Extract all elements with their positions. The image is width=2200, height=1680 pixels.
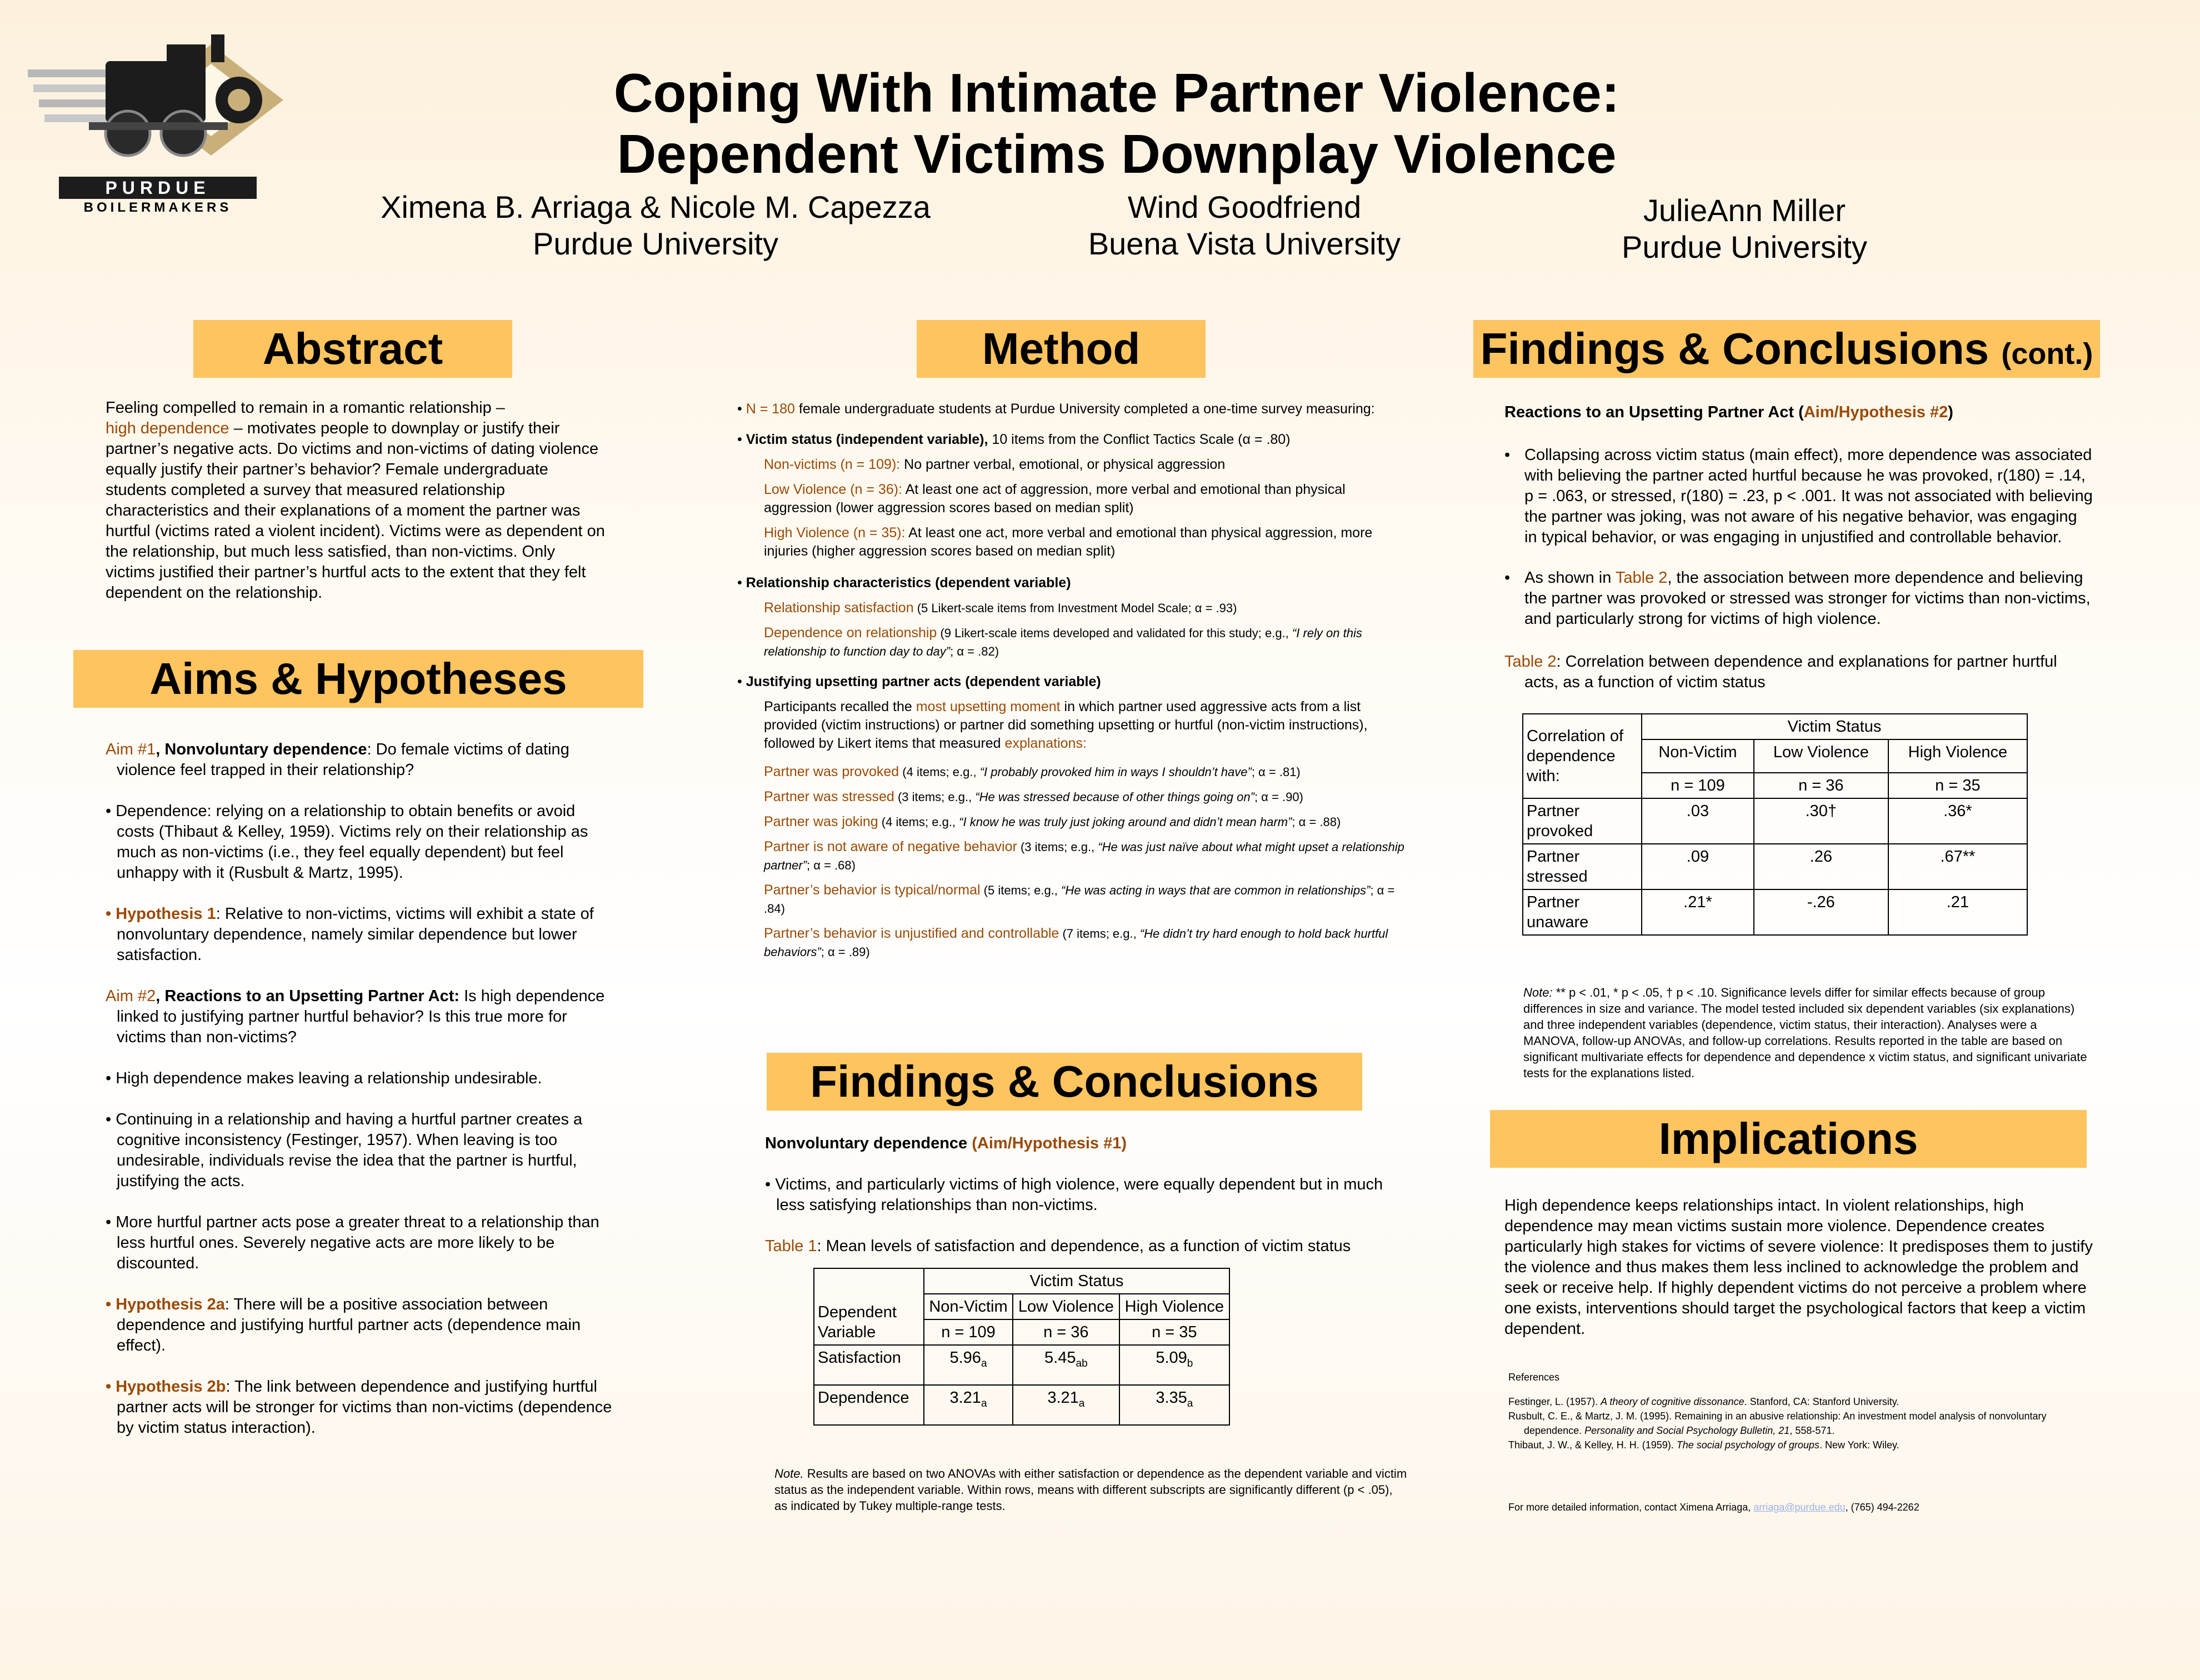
table-cell: $5.09_b$ <box>1119 1345 1229 1385</box>
table-corner: Dependent Variable <box>814 1268 924 1345</box>
abstract-header: Abstract <box>193 320 512 378</box>
table-col-header: Low Violence <box>1013 1294 1119 1319</box>
table-row: Dependence $3.21_a$ $3.21_a$ $3.35_a$ <box>814 1385 1229 1425</box>
table-row: Partner provoked .03 .30† .36* <box>1523 798 2027 844</box>
hypothesis-2b: • Hypothesis 2b: The link between dependence and justifying hurtful partner acts will be stronger for victims than non-victims (dependence by victim status interaction). <box>106 1378 612 1437</box>
method-dependence: Dependence on relationship (9 Likert-scale items developed and validated for this study; e.g., “I rely on this relationship to function day to day”; α = .82) <box>764 625 1362 658</box>
table-cell: .21* <box>1642 889 1754 935</box>
table-cell: .21 <box>1888 889 2027 935</box>
method-participants: Participants recalled the most upsetting moment in which partner used aggressive acts from a list provided (victim instructions) or partner did something upsetting or hurtful (non-victim instructions), followed by Likert items that measured explanations: <box>764 699 1368 751</box>
method-satisfaction: Relationship satisfaction (5 Likert-scale items from Investment Model Scale; α = .93) <box>764 600 1237 616</box>
table2-note: Note: ** p < .01, * p < .05, † p < .10. Significance levels differ for similar effects because of group differences in size and variance. The model tested included six dependent variables (six explanations) and three independent variables (dependence, victim status, their interaction). Analyses were a MANOVA, follow-up ANOVAs, and follow-up correlations. Results reported in the table are based on significant multivariate effects for dependence and dependence x victim status, and significant univariate tests for the explanations listed. <box>1523 986 2087 1080</box>
table-corner: Correlation of dependence with: <box>1523 714 1642 798</box>
train-logo-icon <box>28 22 283 178</box>
table1-caption: Table 1: Mean levels of satisfaction and dependence, as a function of victim status <box>765 1237 1351 1255</box>
table-status-header: Victim Status <box>1642 714 2027 739</box>
references-title: References <box>1508 1372 1560 1383</box>
author-names: JulieAnn Miller <box>1643 193 1846 228</box>
table-col-header: High Violence <box>1888 739 2027 773</box>
table2-caption: Table 2: Correlation between dependence and explanations for partner hurtful acts, as a function of victim status <box>1504 653 2057 691</box>
table-cell: .26 <box>1754 844 1888 889</box>
table-cell: .03 <box>1642 798 1754 844</box>
logo-text-boilermakers: BOILERMAKERS <box>83 200 232 215</box>
author-block-2 <box>1028 189 1461 262</box>
method-justifying: • Justifying upsetting partner acts (dependent variable) <box>737 674 1101 689</box>
method-nonvictims: Non-victims (n = 109): No partner verbal, emotional, or physical aggression <box>764 457 1226 472</box>
reference-item: Thibaut, J. W., & Kelley, H. H. (1959). The social psychology of groups. New York: Wiley. <box>1508 1439 1899 1451</box>
aims-bullet: • Continuing in a relationship and having a hurtful partner creates a cognitive inconsistency (Festinger, 1957). When leaving is too undesirable, individuals revise the idea that the partner is hurtful, justifying the acts. <box>106 1111 583 1190</box>
method-victim-status: • Victim status (independent variable), 10 items from the Conflict Tactics Scale (α = .80) <box>737 432 1291 447</box>
title-line-2: Dependent Victims Downplay Violence <box>617 123 1617 184</box>
table-row: Partner unaware .21* -.26 .21 <box>1523 889 2027 935</box>
aims-bullet: • More hurtful partner acts pose a greater threat to a relationship than less hurtful ones. Severely negative acts are more likely to be discounted. <box>106 1213 599 1272</box>
table-cell: $3.21_a$ <box>924 1385 1013 1425</box>
logo-text-purdue: PURDUE <box>105 178 211 198</box>
table-cell: .36* <box>1888 798 2027 844</box>
method-low-violence: Low Violence (n = 36): At least one act of aggression, more verbal and emotional than physical aggression (lower aggression scores based on median split) <box>764 482 1346 516</box>
author-affiliation: Purdue University <box>1622 229 1867 264</box>
abstract-text: Feeling compelled to remain in a romantic relationship – high dependence – motivates people to downplay or justify their partner’s negative acts. Do victims and non-victims of dating violence equally justify their partner’s behavior? Female undergraduate students completed a survey that measured relationship characteristics and their explanations of a moment the partner was hurtful (victims rated a violent incident). Victims were as dependent on the relationship, but much less satisfied, than non-victims. Only victims justified their partner’s hurtful acts to the extent that they felt dependent on the relationship. <box>106 399 605 602</box>
method-high-violence: High Violence (n = 35): At least one act, more verbal and emotional than physical aggression, more injuries (higher aggression scores based on median split) <box>764 525 1373 559</box>
explanation-item: Partner was stressed (3 items; e.g., “He was stressed because of other things going on”; α = .90) <box>764 789 1303 804</box>
reactions-title: Reactions to an Upsetting Partner Act (Aim/Hypothesis #2) <box>1504 403 1953 421</box>
findings-text <box>765 1133 1404 1268</box>
references <box>1508 1370 2086 1452</box>
implications-header: Implications <box>1490 1110 2087 1168</box>
table-1 <box>813 1268 1230 1426</box>
table-cell: $5.45_{ab}$ <box>1013 1345 1119 1385</box>
table-n: n = 109 <box>1642 773 1754 798</box>
table-cell: $3.35_a$ <box>1119 1385 1229 1425</box>
reference-item: Rusbult, C. E., & Martz, J. M. (1995). Remaining in an abusive relationship: An investment model analysis of nonvoluntary dependence. Personality and Social Psychology Bulletin, 21, 558-571. <box>1508 1411 2047 1436</box>
table-col-header: Non-Victim <box>924 1294 1013 1319</box>
author-affiliation: Purdue University <box>533 226 778 261</box>
aims-text <box>106 739 617 1459</box>
table-row: Satisfaction $5.96_a$ $5.45_{ab}$ $5.09_b$ <box>814 1345 1229 1385</box>
explanation-item: Partner was provoked (4 items; e.g., “I probably provoked him in ways I shouldn’t have”; α = .81) <box>764 764 1301 779</box>
table-n: n = 109 <box>924 1319 1013 1345</box>
findings-nd-bullet: • Victims, and particularly victims of high violence, were equally dependent but in much less satisfying relationships than non-victims. <box>765 1176 1383 1214</box>
author-block-3 <box>1550 192 1939 266</box>
table-n: n = 36 <box>1754 773 1888 798</box>
poster-title <box>500 62 1733 184</box>
author-block-1 <box>356 189 956 262</box>
contact-email-link[interactable]: arriaga@purdue.edu <box>1753 1502 1846 1513</box>
table-n: n = 35 <box>1119 1319 1229 1345</box>
method-text <box>737 400 1415 961</box>
table-col-header: Non-Victim <box>1642 739 1754 773</box>
findings-header: Findings & Conclusions <box>767 1053 1362 1111</box>
implications-text: High dependence keeps relationships intact. In violent relationships, high dependence may mean victims sustain more violence. Dependence creates particularly high stakes for victims of severe violence: It predisposes them to justify the violence and thus makes them less inclined to acknowledge the problem and seek or receive help. If highly dependent victims do not perceive a problem where one exists, interventions should target the psychological factors that keep a victim dependent. <box>1504 1197 2093 1338</box>
table-col-header: High Violence <box>1119 1294 1229 1319</box>
hypothesis-2a: • Hypothesis 2a: There will be a positive association between dependence and justifying hurtful partner acts (dependence main effect). <box>106 1296 581 1354</box>
author-affiliation: Buena Vista University <box>1088 226 1401 261</box>
table-row: Partner stressed .09 .26 .67** <box>1523 844 2027 889</box>
method-relationship: • Relationship characteristics (dependent variable) <box>737 575 1071 591</box>
table-cell: .30† <box>1754 798 1888 844</box>
method-header: Method <box>917 320 1206 378</box>
reactions-bullet-1: • Collapsing across victim status (main effect), more dependence was associated with believing the partner acted hurtful because he was provoked, r(180) = .14, p = .063, or stressed, r(180) = .23, p < .001. It was not associated with believing the partner was joking, was not aware of his negative behavior, was engaging in typical behavior, or was engaging in unjustified and controllable behavior. <box>1504 446 2093 546</box>
method-sample: • N = 180 female undergraduate students at Purdue University completed a one-time survey measuring: <box>737 401 1375 417</box>
table-cell: .09 <box>1642 844 1754 889</box>
table-n: n = 36 <box>1013 1319 1119 1345</box>
table-status-header: Victim Status <box>924 1268 1229 1294</box>
abstract-highlight: high dependence <box>106 419 229 437</box>
table-cell: $5.96_a$ <box>924 1345 1013 1385</box>
aims-bullet: • High dependence makes leaving a relationship undesirable. <box>106 1069 542 1087</box>
table1-note: Note. Results are based on two ANOVAs with either satisfaction or dependence as the dependent variable and victim status as the independent variable. Within rows, means with different subscripts are significantly different (p < .05), as indicated by Tukey multiple-range tests. <box>774 1467 1407 1513</box>
reactions-bullet-2: • As shown in Table 2, the association between more dependence and believing the partner was provoked or stressed was stronger for victims than non-victims, and particularly strong for victims of high violence. <box>1504 569 2091 628</box>
table-n: n = 35 <box>1888 773 2027 798</box>
author-names: Wind Goodfriend <box>1127 189 1362 224</box>
reference-item: Festinger, L. (1957). A theory of cognitive dissonance. Stanford, CA: Stanford University. <box>1508 1396 1899 1407</box>
table-2 <box>1522 713 2028 936</box>
hypothesis-1: • Hypothesis 1: Relative to non-victims, victims will exhibit a state of nonvoluntary dependence, namely similar dependence but lower satisfaction. <box>106 905 594 964</box>
table-col-header: Low Violence <box>1754 739 1888 773</box>
explanation-item: Partner is not aware of negative behavior (3 items; e.g., “He was just naïve about what might upset a relationship partner”; α = .68) <box>764 839 1404 872</box>
explanation-item: Partner’s behavior is typical/normal (5 items; e.g., “He was acting in ways that are common in relationships”; α = .84) <box>764 882 1395 916</box>
title-line-1: Coping With Intimate Partner Violence: <box>613 62 1620 123</box>
aims-header: Aims & Hypotheses <box>73 650 643 708</box>
findings-cont-header: Findings & Conclusions (cont.) <box>1473 320 2100 378</box>
explanation-item: Partner’s behavior is unjustified and controllable (7 items; e.g., “He didn’t try hard enough to hold back hurtful behaviors”; α = .89) <box>764 926 1388 959</box>
explanation-item: Partner was joking (4 items; e.g., “I know he was truly just joking around and didn’t mean harm”; α = .88) <box>764 814 1341 829</box>
table-cell: $3.21_a$ <box>1013 1385 1119 1425</box>
author-names: Ximena B. Arriaga & Nicole M. Capezza <box>381 189 931 224</box>
table-cell: -.26 <box>1754 889 1888 935</box>
findings-nd-title: Nonvoluntary dependence (Aim/Hypothesis #1) <box>765 1134 1127 1152</box>
aims-bullet: • Dependence: relying on a relationship to obtain benefits or avoid costs (Thibaut & Kelley, 1959). Victims rely on their relationship as much as non-victims (i.e., they feel equally dependent) but feel unhappy with it (Rusbult & Martz, 1995). <box>106 802 588 882</box>
contact-line: For more detailed information, contact Ximena Arriaga, arriaga@purdue.edu, (765) 494-2262 <box>1508 1502 1919 1513</box>
purdue-logo <box>28 22 283 222</box>
table-cell: .67** <box>1888 844 2027 889</box>
aim-2: Aim #2, Reactions to an Upsetting Partner Act: Is high dependence linked to justifying partner hurtful behavior? Is this true more for victims than non-victims? <box>106 987 605 1046</box>
aim-1: Aim #1, Nonvoluntary dependence: Do female victims of dating violence feel trapped in their relationship? <box>106 741 569 779</box>
findings-cont-text <box>1504 402 2093 713</box>
